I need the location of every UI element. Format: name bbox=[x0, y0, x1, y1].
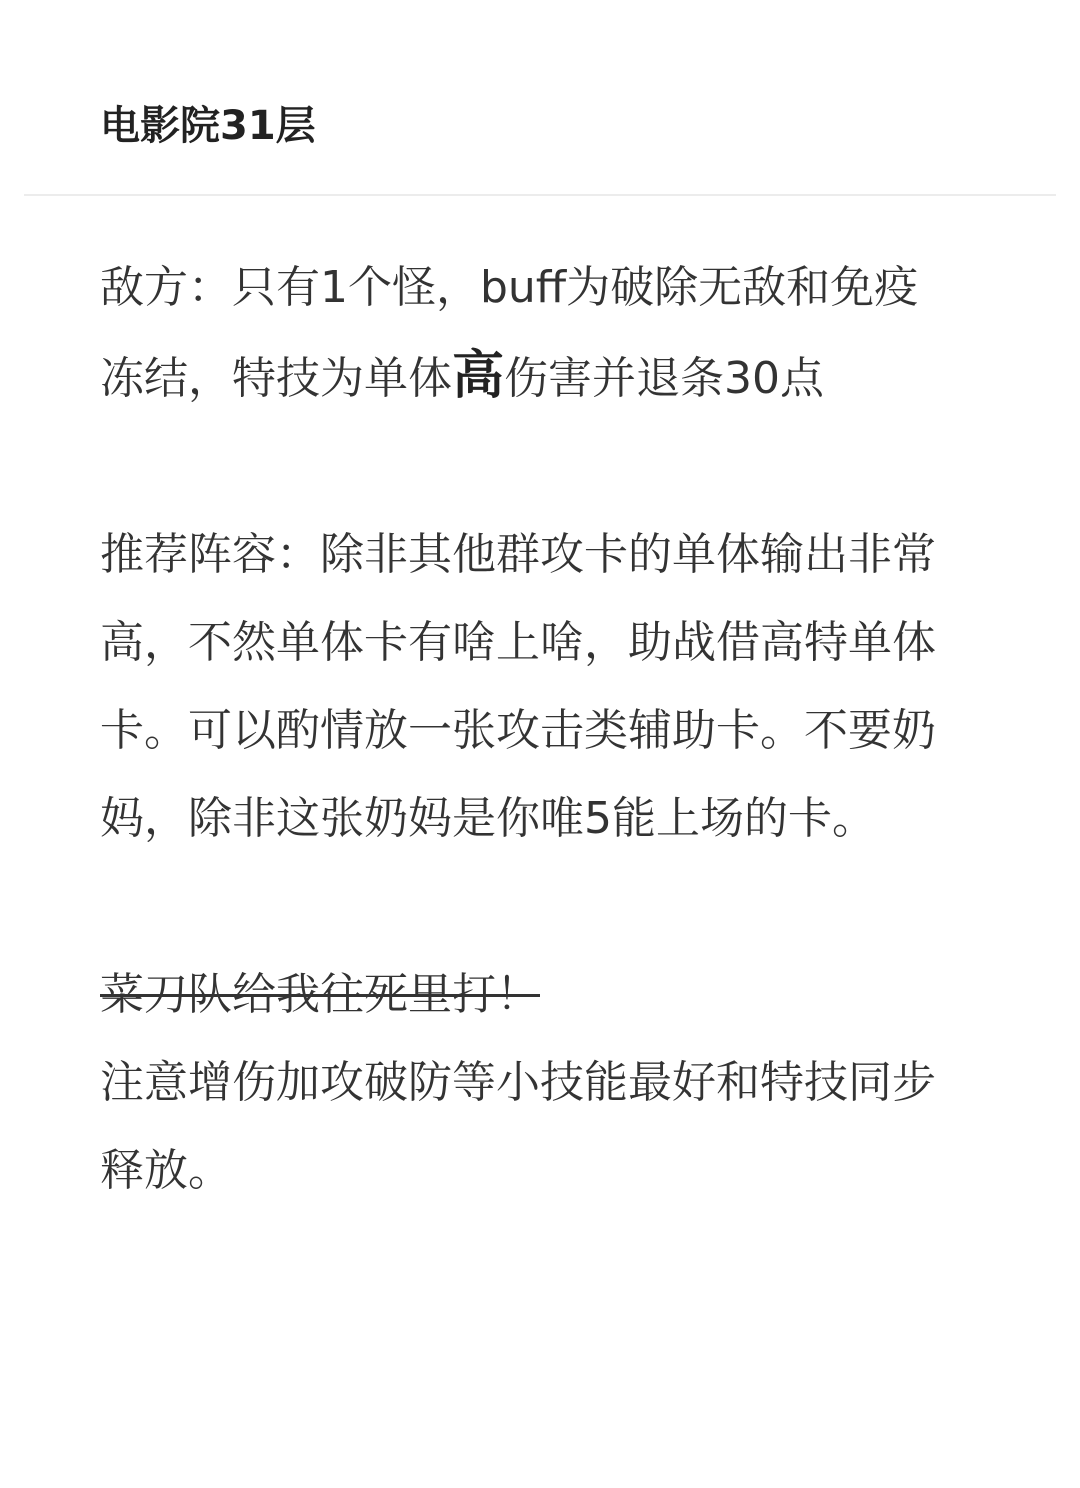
enemy-info-text: 敌方：只有1个怪，buff为破除无敌和免疫冻结，特技为单体 bbox=[100, 262, 919, 404]
page-title: 电影院31层 bbox=[100, 103, 316, 149]
lineup-paragraph: 推荐阵容：除非其他群攻卡的单体输出非常高，不然单体卡有啥上啥，助战借高特单体卡。可以酌情放一张攻击类辅助卡。不要奶妈，除非这张奶妈是你唯5能上场的卡。 bbox=[100, 529, 936, 844]
emphasized-char: 高 bbox=[452, 346, 505, 406]
title-divider bbox=[24, 194, 1056, 196]
article-body bbox=[100, 244, 960, 1215]
tip-paragraph: 注意增伤加攻破防等小技能最好和特技同步释放。 bbox=[100, 1057, 936, 1196]
paragraph-gap bbox=[100, 423, 960, 511]
enemy-info-paragraph bbox=[100, 244, 960, 423]
enemy-info-text-end: 伤害并退条30点 bbox=[504, 353, 825, 404]
struck-text: 菜刀队给我往死里打！ bbox=[100, 969, 540, 1020]
paragraph-gap bbox=[100, 863, 960, 951]
